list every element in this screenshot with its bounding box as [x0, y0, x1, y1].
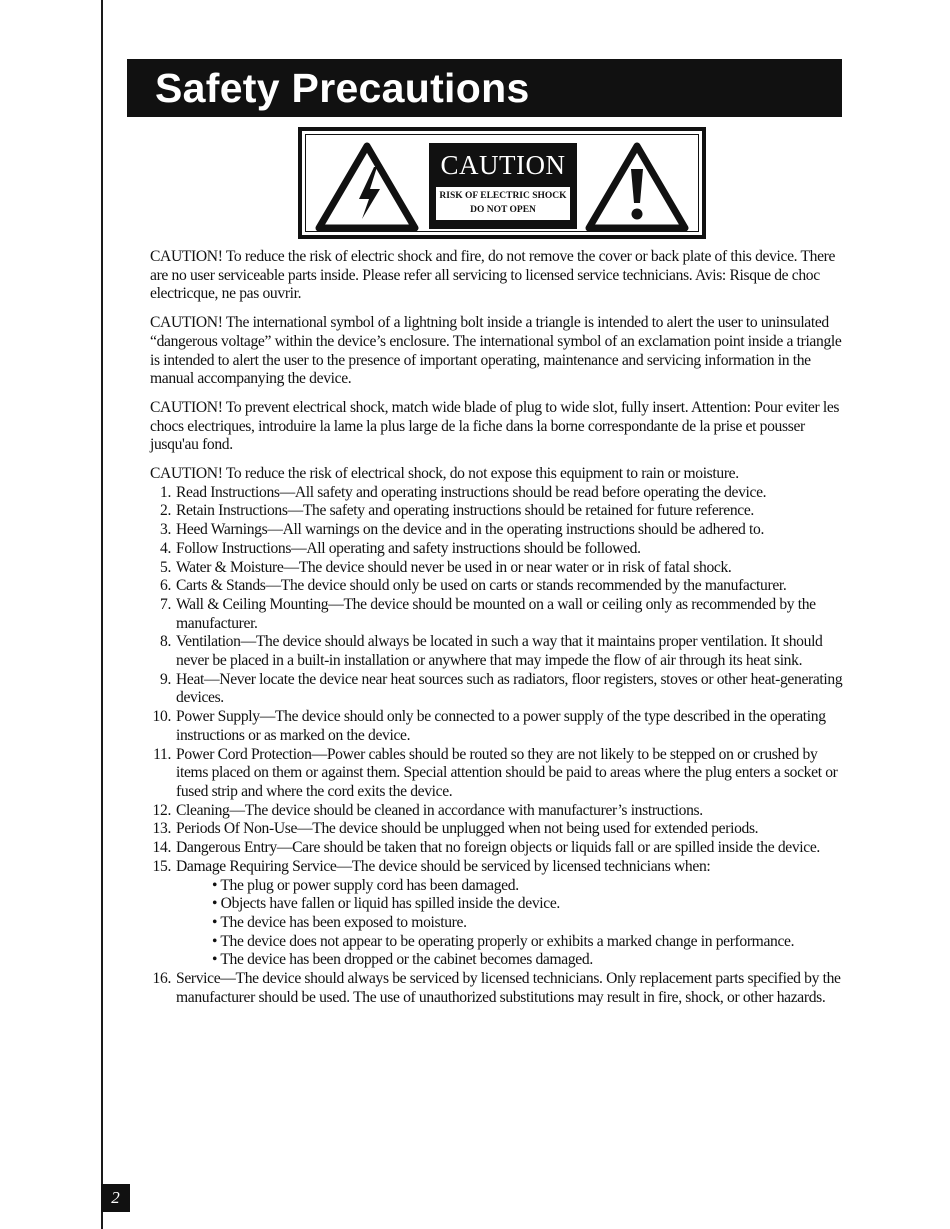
margin-rule	[101, 0, 103, 1229]
list-item-text: Heed Warnings—All warnings on the device and in the operating instructions should be adhered to.	[176, 521, 765, 539]
list-item-text: Read Instructions—All safety and operating instructions should be read before operating the device.	[176, 483, 767, 501]
caution-subtext-line-2: DO NOT OPEN	[470, 205, 536, 215]
list-item-number: 10.	[152, 708, 171, 726]
list-item	[150, 521, 850, 540]
safety-text	[150, 248, 850, 1007]
list-item-number: 11.	[153, 745, 171, 763]
bullet-item: • The device does not appear to be operating properly or exhibits a marked change in performance.	[212, 932, 795, 950]
list-item	[150, 633, 850, 670]
caution-subtext-line-1: RISK OF ELECTRIC SHOCK	[439, 191, 567, 201]
list-item-number: 14.	[152, 839, 171, 857]
caution-warning-box	[298, 127, 706, 239]
caution-label	[429, 143, 577, 229]
list-item	[150, 484, 850, 503]
list-item	[150, 596, 850, 633]
list-item	[150, 671, 850, 708]
bullet-item: • The device has been exposed to moisture.	[212, 913, 467, 931]
list-item-number: 12.	[152, 801, 171, 819]
list-item	[150, 820, 850, 839]
exclamation-triangle-icon	[584, 141, 690, 233]
list-item-number: 4.	[160, 539, 171, 557]
service-conditions-list	[176, 877, 850, 971]
list-item-number: 15.	[152, 857, 171, 875]
list-item	[150, 858, 850, 970]
caution-paragraph-2: CAUTION! The international symbol of a lightning bolt inside a triangle is intended to alert the user to uninsulated “dangerous voltage” within the device’s enclosure. The international symbol of an exclamation point inside a triangle is intended to alert the user to the presence of important operating, maintenance and servicing information in the manual accompanying the device.	[150, 314, 842, 388]
list-item-number: 9.	[160, 670, 171, 688]
safety-instructions-list	[150, 484, 850, 1008]
caution-word: CAUTION	[440, 150, 566, 180]
list-item-number: 13.	[152, 820, 171, 838]
list-item-text: Damage Requiring Service—The device should be serviced by licensed technicians when:	[176, 857, 711, 875]
list-item-text: Follow Instructions—All operating and safety instructions should be followed.	[176, 539, 641, 557]
list-item-text: Power Supply—The device should only be connected to a power supply of the type described in the operating instructions or as marked on the device.	[176, 708, 826, 744]
list-item-number: 5.	[160, 558, 171, 576]
list-item-text: Wall & Ceiling Mounting—The device should be mounted on a wall or ceiling only as recommended by the manufacturer.	[176, 595, 816, 632]
list-item-number: 8.	[160, 633, 171, 651]
bullet-item: • The device has been dropped or the cabinet becomes damaged.	[212, 951, 593, 969]
list-item-number: 7.	[160, 595, 171, 613]
list-item-text: Power Cord Protection—Power cables should be routed so they are not likely to be stepped on or crushed by items placed on them or against them. Special attention should be paid to areas where the plug enters a socket or fused strip and where the cord exits the device.	[176, 745, 838, 800]
list-item	[150, 839, 850, 858]
list-item	[150, 502, 850, 521]
list-item-text: Periods Of Non-Use—The device should be unplugged when not being used for extended periods.	[176, 820, 759, 838]
list-item	[150, 970, 850, 1007]
list-item	[150, 708, 850, 745]
list-item-text: Ventilation—The device should always be located in such a way that it maintains proper ventilation. It should never be placed in a built-in installation or anywhere that may impede the flow of air through its heat sink.	[176, 633, 823, 670]
list-item	[150, 746, 850, 802]
list-item	[150, 577, 850, 596]
list-item-text: Cleaning—The device should be cleaned in accordance with manufacturer’s instructions.	[176, 801, 703, 819]
list-item-number: 3.	[160, 521, 171, 539]
bullet-item: • The plug or power supply cord has been damaged.	[212, 876, 519, 894]
list-item-number: 1.	[160, 483, 171, 501]
caution-paragraph-3: CAUTION! To prevent electrical shock, match wide blade of plug to wide slot, fully insert. Attention: Pour eviter les chocs electriques, introduire la lame la plus large de la fiche dans la borne correspondante de la prise et pousser jusqu'au fond.	[150, 398, 840, 454]
page-title: Safety Precautions	[127, 59, 842, 117]
list-item-text: Retain Instructions—The safety and operating instructions should be retained for future reference.	[176, 502, 754, 520]
bullet-item: • Objects have fallen or liquid has spilled inside the device.	[212, 895, 560, 913]
list-item	[150, 540, 850, 559]
list-item	[150, 802, 850, 821]
lightning-bolt-triangle-icon	[314, 141, 420, 233]
list-item-text: Heat—Never locate the device near heat sources such as radiators, floor registers, stoves or other heat-generating devices.	[176, 670, 843, 707]
list-item-text: Water & Moisture—The device should never be used in or near water or in risk of fatal shock.	[176, 558, 732, 576]
list-item-text: Service—The device should always be serviced by licensed technicians. Only replacement parts specified by the manufacturer should be used. The use of unauthorized substitutions may result in fire, shock, or other hazards.	[176, 970, 841, 1006]
list-item-text: Dangerous Entry—Care should be taken that no foreign objects or liquids fall or are spilled inside the device.	[176, 839, 820, 857]
caution-subtext	[436, 187, 570, 220]
list-item-number: 16.	[152, 970, 171, 988]
list-item	[150, 559, 850, 578]
caution-paragraph-4: CAUTION! To reduce the risk of electrical shock, do not expose this equipment to rain or moisture.	[150, 465, 739, 483]
caution-paragraph-1: CAUTION! To reduce the risk of electric shock and fire, do not remove the cover or back plate of this device. There are no user serviceable parts inside. Please refer all servicing to licensed service technicians. Avis: Risque de choc electricque, ne pas ouvrir.	[150, 248, 836, 303]
list-item-number: 2.	[160, 502, 171, 520]
list-item-text: Carts & Stands—The device should only be used on carts or stands recommended by the manufacturer.	[176, 577, 787, 595]
page-number: 2	[101, 1184, 130, 1212]
list-item-number: 6.	[160, 577, 171, 595]
